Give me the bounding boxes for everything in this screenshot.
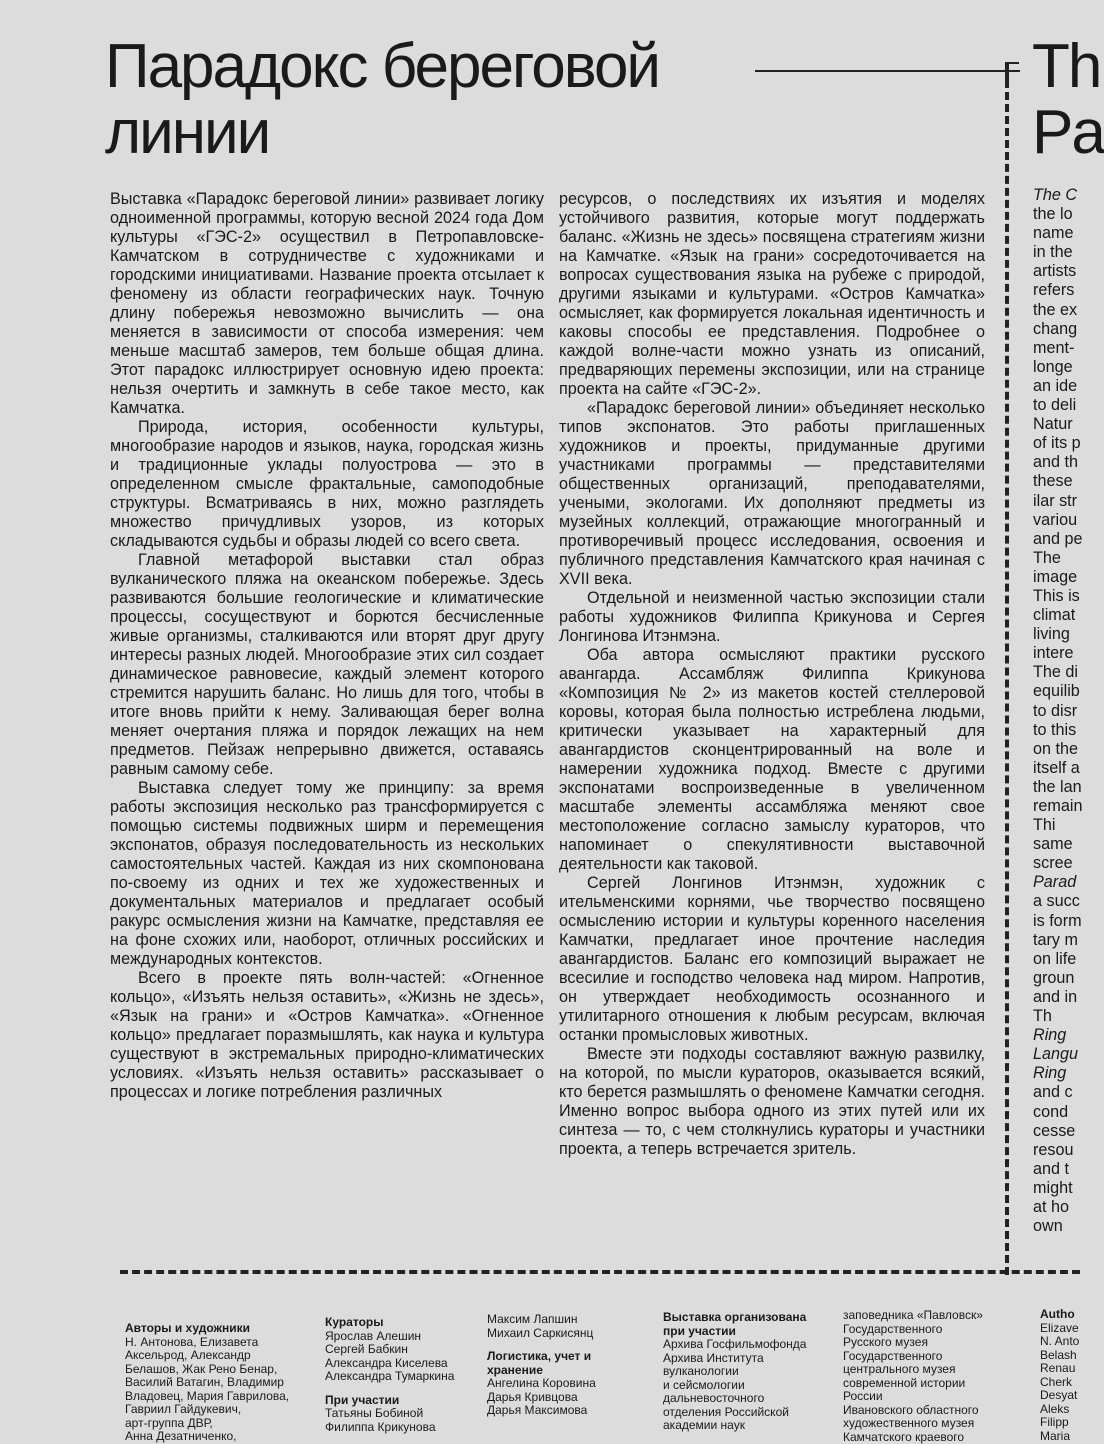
credits-line: Архива Института [663,1352,828,1366]
credits-line: Filipp [1040,1416,1080,1430]
credits-line: Renau [1040,1362,1080,1376]
credits-line: Аксельрод, Александр [125,1349,315,1363]
paragraph: «Парадокс береговой линии» объединяет несколько типов экспонатов. Это работы приглашенных художников и проекты, придуманные другими участниками программы — представителями общественных организаций, преподавателями, учеными, экологами. Их дополняют предметы из музейных коллекций, отражающие многогранный и противоречивый процесс исследования, освоения и публичного представления Камчатского края начиная с XVII века. [559,399,985,589]
column-3-line-fragment: Parad [1033,873,1093,892]
credits-heading: Авторы и художники [125,1322,315,1336]
column-3-line-fragment: The [1033,549,1093,568]
credits-line: Александра Тумаркина [325,1370,475,1384]
column-3-line-fragment: variou [1033,511,1093,530]
column-3-line-fragment: and pe [1033,530,1093,549]
paragraph: Природа, история, особенности культуры, многообразие народов и языков, наука, городская жизнь и традиционные уклады полуострова — это в определенном смысле фрактальные, самоподобные структуры. Всматриваясь в них, можно разглядеть множество причудливых узоров, из которых складываются судьбы и образы людей со всего света. [110,418,544,551]
credits-line: Сергей Бабкин [325,1343,475,1357]
column-3-line-fragment: The di [1033,663,1093,682]
credits-line: дальневосточного [663,1392,828,1406]
credits-line: Михаил Саркисянц [487,1327,647,1341]
page-title: Парадокс береговой линии [105,34,765,166]
column-3-line-fragment: refers [1033,281,1093,300]
credits-line: заповедника «Павловск» [843,1309,1003,1323]
column-3-line-fragment: to disr [1033,702,1093,721]
column-3-line-fragment: ment- [1033,339,1093,358]
column-3-line-fragment: scree [1033,854,1093,873]
column-3-line-fragment: The C [1033,186,1093,205]
paragraph: Выставка «Парадокс береговой линии» развивает логику одноименной программы, которую весной 2024 года Дом культуры «ГЭС-2» осуществил в Петропавловске-Камчатском в сотрудничестве с художниками и городскими инициативами. Название проекта отсылает к феномену из области географических наук. Точную длину побережья невозможно вычислить — она меняется в зависимости от способа измерения: чем меньше масштаб замеров, тем больше общая длина. Этот парадокс иллюстрирует основную идею проекта: нельзя очертить и замкнуть в себе такое место, как Камчатка. [110,190,544,418]
credits-museums [843,1309,1003,1444]
column-3-line-fragment: Th [1033,1007,1093,1026]
credits-line: академии наук [663,1419,828,1433]
credits-team [487,1313,647,1418]
column-3-line-fragment: itself a [1033,759,1093,778]
credits-line: Александра Киселева [325,1357,475,1371]
credits-line: Дарья Кривцова [487,1391,647,1405]
credits-line: арт-группа ДВР, [125,1417,315,1431]
credits-line: N. Anto [1040,1335,1080,1349]
paragraph: Отдельной и неизменной частью экспозиции стали работы художников Филиппа Крикунова и Сергея Лонгинова Итэнмэна. [559,589,985,646]
credits-line: отделения Российской [663,1406,828,1420]
credits-line: Белашов, Жак Рено Бенар, [125,1363,315,1377]
credits-organized [663,1311,828,1433]
adjacent-panel-title [1032,34,1080,166]
column-3-line-fragment: ilar str [1033,492,1093,511]
credits-line: Maria [1040,1430,1080,1444]
credits-heading: Логистика, учет и хранение [487,1350,597,1377]
column-3-line-fragment: cesse [1033,1122,1093,1141]
credits-line: Максим Лапшин [487,1313,647,1327]
credits-line: Государственного [843,1350,1003,1364]
column-3-line-fragment: to this [1033,721,1093,740]
column-3-line-fragment: artists [1033,262,1093,281]
column-3-line-fragment: Natur [1033,415,1093,434]
credits-line: Aleks [1040,1403,1080,1417]
column-3-line-fragment: to deli [1033,396,1093,415]
paragraph: Выставка следует тому же принципу: за время работы экспозиция несколько раз трансформируется с помощью системы подвижных ширм и перемещения экспонатов, образуя последовательность из нескольких самостоятельных частей. Каждая из них скомпонована по-своему из одних и тех же художественных и документальных материалов и предлагает особый ракурс осмысления жизни на Камчатке, представляя ее на фоне схожих или, наоборот, отличных российских и международных контекстов. [110,779,544,969]
column-3-line-fragment: and c [1033,1083,1093,1102]
text-column-3-fragment [1033,186,1093,1236]
column-3-line-fragment: these [1033,472,1093,491]
paragraph: Сергей Лонгинов Итэнмэн, художник с ительменскими корнями, чье творчество посвящено осмыслению истории и культуры коренного населения Камчатки, предлагает иное прочтение наследия авангардистов. Баланс его композиций выражает не всесилие и господство человека над миром. Напротив, он утверждает необходимость осознанного и утилитарного отношения к любым ресурсам, включая останки промысловых животных. [559,874,985,1045]
column-3-line-fragment: equilib [1033,682,1093,701]
credits-line: Cherk [1040,1376,1080,1390]
credits-line: Василий Ватагин, Владимир [125,1376,315,1390]
credits-line: Ярослав Алешин [325,1330,475,1344]
credits-line: Камчатского краевого [843,1431,1003,1444]
column-3-line-fragment: longe [1033,358,1093,377]
column-3-line-fragment: resou [1033,1141,1093,1160]
column-3-line-fragment: the lo [1033,205,1093,224]
credits-line: Дарья Максимова [487,1404,647,1418]
credits-line: Анна Дезатниченко, [125,1430,315,1444]
column-3-line-fragment: might [1033,1179,1093,1198]
column-3-line-fragment: groun [1033,969,1093,988]
column-3-line-fragment: an ide [1033,377,1093,396]
credits-line: Гавриил Гайдукевич, [125,1403,315,1417]
credits-line: и сейсмологии [663,1379,828,1393]
column-3-line-fragment: on life [1033,950,1093,969]
text-column-1 [110,190,544,1102]
paragraph: Главной метафорой выставки стал образ вулканического пляжа на океанском побережье. Здесь развиваются большие геологические и климатические процессы, сосуществуют и борются бесчисленные живые организмы, сталкиваются или вторят друг другу интересы разных людей. Многообразие этих сил создает динамическое равновесие, каждый элемент которого стремится нарушить баланс. Но лишь для того, чтобы в итоге вновь прийти к нему. Заливающая берег волна меняет очертания пляжа и порядок лежащих на нем предметов. Пейзаж непрерывно движется, оставаясь равным самому себе. [110,551,544,779]
dashed-vertical-divider [1005,80,1009,1275]
credits-heading: Кураторы [325,1316,475,1330]
column-3-line-fragment: on the [1033,740,1093,759]
credits-line: Владовец, Мария Гаврилова, [125,1390,315,1404]
column-3-line-fragment: the ex [1033,301,1093,320]
credits-line: Филиппа Крикунова [325,1421,475,1435]
text-column-2 [559,190,985,1159]
column-3-line-fragment: Langu [1033,1045,1093,1064]
column-3-line-fragment: chang [1033,320,1093,339]
credits-heading: Выставка организована при участии [663,1311,828,1338]
credits-line: Desyat [1040,1389,1080,1403]
column-3-line-fragment: living [1033,625,1093,644]
credits-line: Татьяны Бобиной [325,1407,475,1421]
adjacent-title-line: Pa [1032,100,1080,166]
column-3-line-fragment: tary m [1033,931,1093,950]
paragraph: Оба автора осмысляют практики русского авангарда. Ассамбляж Филиппа Крикунова «Композиция № 2» из макетов костей стеллеровой коровы, которая была полностью истреблена людьми, критически указывает на характерный для авангардистов сконцентрированный на воле и намерении художника подход. Вместе с другими экспонатами воспроизведенные в увеличенном масштабе элементы ассамбляжа меняют свое местоположение согласно замыслу кураторов, что напоминает о спекулятивности выставочной деятельности как таковой. [559,646,985,874]
credits-line: вулканологии [663,1365,828,1379]
dashed-horizontal-divider [120,1270,1080,1274]
column-3-line-fragment: image [1033,568,1093,587]
title-rule [755,70,1020,72]
credits-line: Архива Госфильмофонда [663,1338,828,1352]
column-3-line-fragment: Thi [1033,816,1093,835]
paragraph: Всего в проекте пять волн-частей: «Огненное кольцо», «Изъять нельзя оставить», «Жизнь не здесь», «Язык на грани» и «Остров Камчатка». «Огненное кольцо» предлагает поразмышлять, как наука и культура существуют в экстремальных природно-климатических условиях. «Изъять нельзя оставить» рассказывает о процессах и логике потребления различных [110,969,544,1102]
column-3-line-fragment: at ho [1033,1198,1093,1217]
credits-line: России [843,1390,1003,1404]
column-3-line-fragment: intere [1033,644,1093,663]
column-3-line-fragment: Ring [1033,1026,1093,1045]
column-3-line-fragment: a succ [1033,892,1093,911]
credits-line: Русского музея [843,1336,1003,1350]
credits-line: Ивановского областного [843,1404,1003,1418]
credits-line: современной истории [843,1377,1003,1391]
column-3-line-fragment: cond [1033,1103,1093,1122]
credits-line: художественного музея [843,1417,1003,1431]
column-3-line-fragment: climat [1033,606,1093,625]
dashed-border-corner [1005,62,1019,82]
credits-line: Государственного [843,1323,1003,1337]
column-3-line-fragment: the lan [1033,778,1093,797]
column-3-line-fragment: in the [1033,243,1093,262]
credits-english-fragment [1040,1308,1080,1443]
column-3-line-fragment: is form [1033,912,1093,931]
paragraph: Вместе эти подходы составляют важную развилку, на которой, по мысли кураторов, оказывается всякий, кто берется размышлять о феномене Камчатки сегодня. Именно вопрос выбора одного из этих путей или их синтеза — то, с чем столкнулись кураторы и участники проекта, а теперь встречается зритель. [559,1045,985,1159]
credits-line: Н. Антонова, Елизавета [125,1336,315,1350]
credits-heading: Autho [1040,1308,1080,1322]
column-3-line-fragment: own [1033,1217,1093,1236]
credits-line: центрального музея [843,1363,1003,1377]
column-3-line-fragment: This is [1033,587,1093,606]
column-3-line-fragment: and th [1033,453,1093,472]
column-3-line-fragment: name [1033,224,1093,243]
credits-line: Elizave [1040,1322,1080,1336]
credits-line: Belash [1040,1349,1080,1363]
credits-line: Ангелина Коровина [487,1377,647,1391]
credits-heading: При участии [325,1394,475,1408]
column-3-line-fragment: of its p [1033,434,1093,453]
credits-curators [325,1316,475,1434]
column-3-line-fragment: and t [1033,1160,1093,1179]
column-3-line-fragment: and in [1033,988,1093,1007]
paragraph: ресурсов, о последствиях их изъятия и моделях устойчивого развития, которые могут поддержать баланс. «Жизнь не здесь» посвящена стратегиям жизни на Камчатке. «Язык на грани» сосредоточивается на вопросах существования языка на рубеже с природой, другими языками и культурами. «Остров Камчатка» осмысляет, как формируется локальная идентичность и каковы способы ее представления. Подробнее о каждой волне-части можно узнать из описаний, предваряющих перемены экспозиции, или на странице проекта на сайте «ГЭС-2». [559,190,985,399]
column-3-line-fragment: Ring [1033,1064,1093,1083]
column-3-line-fragment: remain [1033,797,1093,816]
adjacent-title-line: Th [1032,34,1080,100]
credits-authors [125,1322,315,1444]
column-3-line-fragment: same [1033,835,1093,854]
